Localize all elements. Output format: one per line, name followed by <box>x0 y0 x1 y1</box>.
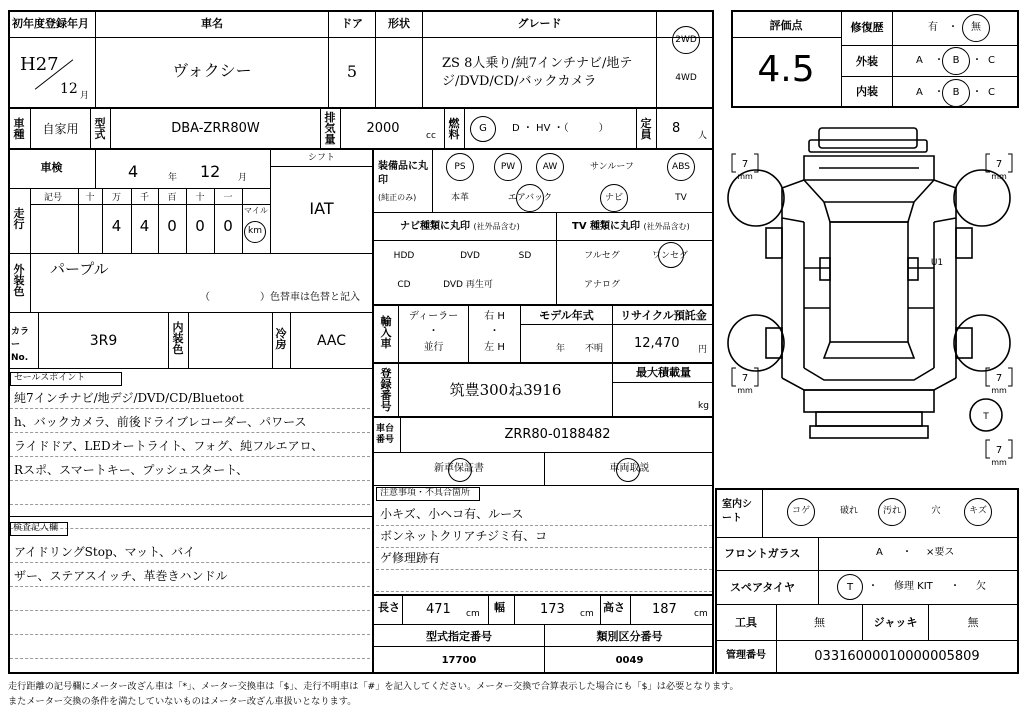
model-year-unit: 年 <box>556 344 566 354</box>
notes-line: ボンネットクリアチジミ有、コ <box>380 529 548 543</box>
repair-yes: 有 <box>928 22 938 33</box>
new-car-warranty: 新車保証書 <box>434 463 484 474</box>
model-year-label: モデル年式 <box>539 309 594 322</box>
sheet-item: 破れ <box>839 506 858 516</box>
usage: 自家用 <box>42 122 79 136</box>
displacement: 2000 <box>366 121 400 136</box>
management-value: 03316000010000005809 <box>814 649 980 664</box>
type-no-label: 型式指定番号 <box>426 630 492 643</box>
chassis-value: ZRR80-0188482 <box>504 427 611 442</box>
inspection-year: 4 <box>128 162 139 181</box>
grade-label: グレード <box>517 17 562 30</box>
tire-rr-mm: mm <box>991 386 1007 395</box>
import-parallel: 並行 <box>423 342 444 353</box>
interior-grade-dot2: ・ <box>972 87 982 98</box>
exterior-grade-c: C <box>988 55 995 66</box>
interior-grade-dot: ・ <box>934 87 944 98</box>
shift-label: シフト <box>307 153 335 163</box>
digit-label: 万 <box>111 193 121 203</box>
inspector-line: ザー、ステアスイッチ、革巻きハンドル <box>14 569 228 583</box>
fuel-g: G <box>479 123 487 134</box>
equip-item-bottom: ナビ <box>604 193 623 203</box>
width-unit: cm <box>580 609 594 619</box>
sales-label: セールスポイント <box>14 373 86 383</box>
import-label: 輸入車 <box>380 315 392 350</box>
spare-none: 欠 <box>976 581 986 592</box>
manual-circle <box>616 458 640 482</box>
reg-year: H27 <box>20 54 59 75</box>
model: DBA-ZRR80W <box>171 121 260 136</box>
displacement-label: 排気量 <box>324 111 336 146</box>
grade-line1: ZS 8人乗り/純7インチナビ/地テ <box>442 56 633 71</box>
km: km <box>248 226 262 236</box>
tire-rl-depth: 7 <box>741 373 749 384</box>
windshield-label: フロントガラス <box>724 547 801 560</box>
chassis-label: 車台番号 <box>376 424 395 445</box>
usage-label: 車種 <box>13 117 25 141</box>
exterior-grade-b: B <box>952 55 960 66</box>
drive-2wd: 2WD <box>675 35 697 45</box>
tv-title: TV 種類に丸印 (社外品含む) <box>572 221 690 232</box>
sales-line: h、バックカメラ、前後ドライブレコーダー、パワース <box>14 415 307 429</box>
interior-grade-b: B <box>952 87 960 98</box>
length-value: 471 <box>426 602 451 617</box>
exterior-grade-dot: ・ <box>934 55 944 66</box>
car-diagram <box>724 118 1024 488</box>
inspection-month: 12 <box>200 162 221 181</box>
equip-item-top: PW <box>500 162 516 172</box>
digit-label: 百 <box>167 193 177 203</box>
model-year-unknown: 不明 <box>585 344 604 354</box>
equip-item-top: サンルーフ <box>590 162 634 172</box>
inspection-month-unit: 月 <box>238 173 248 183</box>
sales-line: 純7インチナビ/地デジ/DVD/CD/Bluetoot <box>14 391 244 405</box>
tire-rr-depth: 7 <box>995 373 1003 384</box>
score-value: 4.5 <box>757 49 815 90</box>
sales-line: ライドドア、LEDオートライト、フォグ、純フルエアロ、 <box>14 439 324 453</box>
equip-item-bottom: 本革 <box>450 193 469 203</box>
windshield-need: ×要ス <box>926 547 955 558</box>
spare-label: スペアタイヤ <box>730 581 796 594</box>
height-unit: cm <box>694 609 708 619</box>
max-load-label: 最大積載量 <box>636 366 691 379</box>
equip-item-top: ABS <box>672 162 690 172</box>
repair-label: 修復歴 <box>850 21 884 34</box>
sales-line: Rスポ、スマートキー、プッシュスタート、 <box>14 463 249 477</box>
inspection-label: 車検 <box>40 161 63 174</box>
spare-kit: 修理 KIT <box>894 581 933 592</box>
windshield-dot: ・ <box>902 547 912 558</box>
mileage-digit: 4 <box>111 217 122 235</box>
color-label: 外装色 <box>13 263 25 298</box>
color-no-label: カラーNo. <box>11 327 30 363</box>
digit-label: 十 <box>85 193 95 203</box>
management-label: 管理番号 <box>726 650 766 661</box>
equipment-sub: (純正のみ) <box>378 193 417 202</box>
class-no: 0049 <box>615 655 644 666</box>
interior-grade-c: C <box>988 87 995 98</box>
equip-item-bottom: エアバック <box>507 193 553 203</box>
inspector-label: 検査記入欄 <box>13 523 59 533</box>
reg-month: 12 <box>60 81 78 97</box>
person-unit: 人 <box>698 131 708 141</box>
mileage-sign-label: 記号 <box>44 193 63 203</box>
digit-label: 十 <box>195 193 205 203</box>
fuel-label: 燃料 <box>448 117 460 141</box>
color-note: （ ）色替車は色替と記入 <box>200 292 360 303</box>
repair-no: 無 <box>971 22 981 33</box>
navi-item: SD <box>518 251 532 261</box>
inspector-line: アイドリングStop、マット、バイ <box>14 545 196 559</box>
tools-label: 工具 <box>735 616 757 629</box>
door-count: 5 <box>346 62 358 81</box>
color-value: パープル <box>50 260 109 278</box>
mileage-label: 走行 <box>13 207 25 231</box>
equip-item-bottom: TV <box>675 193 687 203</box>
reg-year-label: 初年度登録年月 <box>12 17 89 30</box>
shift: IAT <box>309 199 334 218</box>
sheet-item: 汚れ <box>882 506 901 516</box>
capacity-label: 定員 <box>640 117 652 141</box>
width-label: 幅 <box>494 601 505 614</box>
tv-item: フルセグ <box>584 251 620 261</box>
registration-label: 登録番号 <box>380 367 392 413</box>
tv-item: アナログ <box>583 280 620 290</box>
equip-item-top: AW <box>542 162 558 172</box>
exterior-grade-a: A <box>916 55 923 66</box>
footer-line1: 走行距離の記号欄にメーター改ざん車は「*」、メーター交換車は「$」、走行不明車は「#」を記入してください。メーター交換で合算表示した場合にも「$」は必要となります。 <box>8 681 739 692</box>
mileage-digit: 0 <box>223 217 233 235</box>
import-dot: ・ <box>428 326 439 337</box>
exterior-label: 外装 <box>856 55 878 68</box>
spare-t: T <box>846 582 854 593</box>
cc-unit: cc <box>426 131 436 141</box>
digit-label: 一 <box>223 193 233 203</box>
jack-value: 無 <box>967 616 979 629</box>
jack-label: ジャッキ <box>873 616 918 629</box>
capacity: 8 <box>672 121 681 136</box>
tire-spare-depth: 7 <box>995 445 1003 456</box>
import-dot2: ・ <box>489 326 500 337</box>
car-name: ヴォクシー <box>172 61 252 80</box>
notes-line: 小キズ、小ヘコ有、ルース <box>380 507 524 521</box>
interior-color-label: 内装色 <box>172 321 184 356</box>
sheet-item: コゲ <box>791 506 810 516</box>
inspection-year-unit: 年 <box>168 173 178 183</box>
navi-item: DVD 再生可 <box>443 280 493 290</box>
repair-dot: ・ <box>948 22 958 33</box>
windshield-a: A <box>876 547 883 558</box>
warranty-circle <box>448 458 472 482</box>
door-label: ドア <box>341 17 363 30</box>
mileage-digit: 0 <box>167 217 177 235</box>
recycle-value: 12,470 <box>634 336 680 351</box>
model-label: 型式 <box>94 117 106 141</box>
kg-unit: kg <box>698 401 709 411</box>
type-no: 17700 <box>441 655 477 666</box>
interior-grade-a: A <box>916 87 923 98</box>
notes-line: ゲ修理跡有 <box>380 551 441 565</box>
ac-label: 冷房 <box>275 327 287 351</box>
notes-label: 注意事項・不具合箇所 <box>380 488 471 498</box>
tools-value: 無 <box>814 616 825 629</box>
drive-4wd: 4WD <box>675 73 697 83</box>
shape-label: 形状 <box>388 17 410 30</box>
digit-label: 千 <box>139 193 149 203</box>
vehicle-manual: 車両取説 <box>609 463 650 474</box>
navi-title: ナビ種類に丸印 (社外品含む) <box>400 221 520 232</box>
color-no: 3R9 <box>89 333 118 349</box>
interior-label: 内装 <box>856 85 878 98</box>
import-dealer: ディーラー <box>408 311 459 322</box>
grade-line2: ジ/DVD/CD/バックカメラ <box>442 74 597 89</box>
tire-fl-depth: 7 <box>741 159 749 170</box>
mark-t: T <box>983 412 989 422</box>
sheet-item: 穴 <box>931 506 941 516</box>
spare-dot: ・ <box>868 581 878 592</box>
tire-rl-mm: mm <box>737 386 753 395</box>
recycle-label: リサイクル預託金 <box>620 309 707 322</box>
length-unit: cm <box>466 609 480 619</box>
fuel-rest: D ・ HV ・（ ） <box>512 123 609 134</box>
equipment-label: 装備品に丸印 <box>378 161 428 186</box>
mileage-digit: 4 <box>139 217 150 235</box>
mark-u1: U1 <box>930 258 944 268</box>
tire-fr-depth: 7 <box>995 159 1003 170</box>
mileage-digit: 0 <box>195 217 205 235</box>
class-no-label: 類別区分番号 <box>596 630 663 643</box>
width-value: 173 <box>540 602 565 617</box>
tv-item: ワンセグ <box>651 251 688 261</box>
height-value: 187 <box>652 602 677 617</box>
exterior-grade-dot2: ・ <box>972 55 982 66</box>
navi-item: CD <box>397 280 411 290</box>
import-lh: 左 H <box>484 342 505 353</box>
length-label: 長さ <box>378 601 400 614</box>
sheet-item: キズ <box>969 506 987 516</box>
height-label: 高さ <box>603 601 625 614</box>
reg-month-unit: 月 <box>80 91 90 101</box>
mile-label: マイル <box>244 206 268 215</box>
import-rh: 右 H <box>484 311 505 322</box>
navi-item: DVD <box>460 251 480 261</box>
car-name-label: 車名 <box>201 17 223 30</box>
registration-value: 筑豊300ね3916 <box>449 381 562 399</box>
tire-fl-mm: mm <box>737 172 753 181</box>
spare-dot2: ・ <box>950 581 960 592</box>
navi-item: HDD <box>393 251 415 261</box>
tire-spare-mm: mm <box>991 458 1007 467</box>
ac-value: AAC <box>316 333 347 349</box>
footer-line2: またメーター交換の条件を満たしていないものはメーター改ざん車扱いとなります。 <box>8 696 357 707</box>
interior-sheet-label: 室内シート <box>722 499 752 524</box>
score-label: 評価点 <box>769 19 803 32</box>
equip-item-top: PS <box>454 162 466 172</box>
yen-unit: 円 <box>698 345 708 355</box>
tire-fr-mm: mm <box>991 172 1007 181</box>
